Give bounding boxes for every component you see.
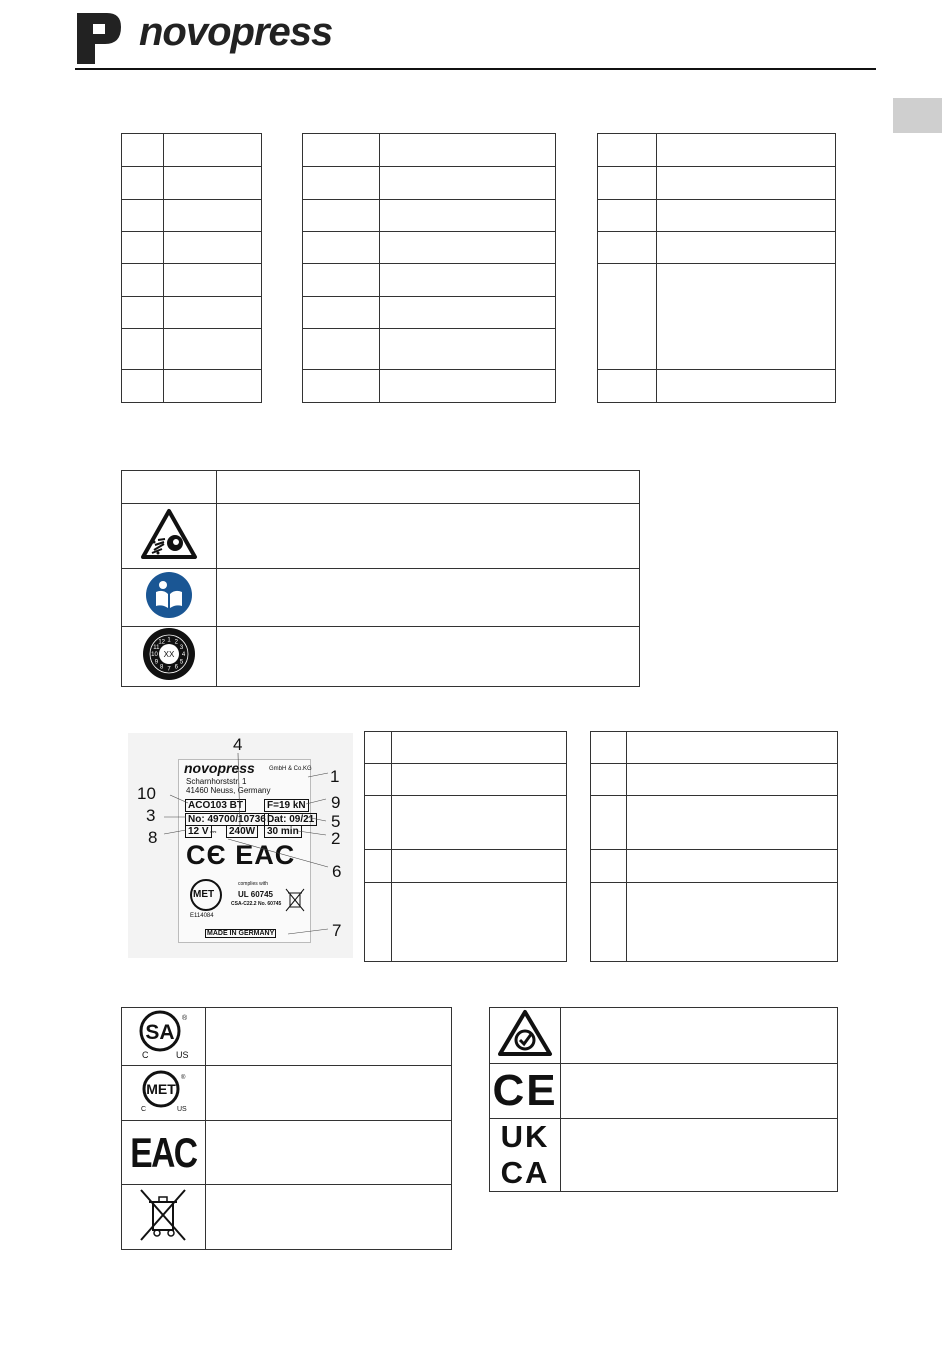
table-cell: [164, 297, 262, 329]
met-mark-icon: [135, 1067, 191, 1115]
callout-1: 1: [330, 767, 340, 786]
table-cell: [164, 134, 262, 167]
parts-table-2: [302, 133, 556, 403]
plate-met-file: E114084: [190, 913, 214, 919]
badge-month-label: 11: [153, 644, 160, 651]
callout-9: 9: [331, 793, 341, 812]
table-cell: [205, 1185, 451, 1250]
table-cell: [303, 232, 380, 264]
table-cell: [122, 329, 164, 370]
plate-model: ACO103 BT: [185, 799, 246, 812]
table-cell: [392, 883, 567, 962]
table-cell: [122, 627, 217, 687]
csa-letters: SA: [145, 1021, 175, 1044]
table-cell: [122, 569, 217, 627]
eac-mark-icon: EAC: [130, 1128, 197, 1176]
plate-origin: MADE IN GERMANY: [207, 930, 275, 937]
table-cell: [657, 264, 836, 370]
cert-table-left: [121, 1007, 452, 1250]
table-cell: [561, 1064, 838, 1119]
callout-2: 2: [331, 829, 341, 848]
table-cell: [122, 1121, 206, 1185]
table-cell: [591, 732, 627, 764]
plate-manufacturer: novopress: [184, 760, 255, 776]
table-cell: [365, 796, 392, 850]
table-cell: [365, 850, 392, 883]
table-cell: [122, 167, 164, 200]
table-cell: [627, 732, 838, 764]
table-cell: [303, 134, 380, 167]
table-cell: [392, 764, 567, 796]
callout-leader-lines: [128, 733, 353, 958]
table-cell: [303, 200, 380, 232]
table-cell: [164, 370, 262, 403]
table-cell: [122, 200, 164, 232]
table-cell: [122, 134, 164, 167]
table-cell: [303, 167, 380, 200]
table-cell: [392, 850, 567, 883]
plate-serial: No: 49700/10736: [185, 813, 269, 826]
table-cell: [657, 167, 836, 200]
table-cell: [392, 796, 567, 850]
table-cell: [627, 883, 838, 962]
badge-month-label: 7: [167, 666, 171, 673]
badge-month-label: 4: [181, 652, 186, 658]
table-cell: [205, 1008, 451, 1066]
table-cell: [205, 1121, 451, 1185]
table-cell: [122, 232, 164, 264]
plate-standard-ul: UL 60745: [238, 890, 273, 899]
parts-table-3: [597, 133, 836, 403]
ce-mark-icon: CE: [492, 1066, 558, 1115]
table-cell: [627, 796, 838, 850]
table-cell: [598, 370, 657, 403]
plate-standard-csa: CSA-C22.2 No. 60745: [231, 901, 282, 907]
met-c: C: [141, 1105, 147, 1113]
table-cell: [164, 200, 262, 232]
callout-7: 7: [332, 921, 342, 940]
badge-month-label: 2: [174, 639, 178, 646]
badge-month-label: 10: [151, 652, 158, 658]
table-cell: [164, 232, 262, 264]
table-cell: [657, 200, 836, 232]
table-cell: [591, 850, 627, 883]
plate-power: 240W: [226, 825, 258, 838]
callout-3: 3: [146, 806, 156, 825]
table-cell: [365, 732, 392, 764]
table-cell: [380, 232, 556, 264]
table-cell: [205, 1066, 451, 1121]
brand-name: novopress: [139, 10, 333, 54]
csa-c: C: [142, 1050, 149, 1060]
ukca-top: UK: [500, 1119, 550, 1154]
table-cell: [627, 850, 838, 883]
table-cell: [164, 167, 262, 200]
plate-runtime: 30 min: [264, 825, 302, 838]
table-cell: [365, 764, 392, 796]
table-cell: [122, 297, 164, 329]
callout-8: 8: [148, 828, 158, 847]
table-cell: [164, 329, 262, 370]
table-cell: [598, 134, 657, 167]
cert-table-right: [489, 1007, 838, 1192]
header-rule: [75, 68, 876, 70]
table-cell: [365, 883, 392, 962]
callout-6: 6: [332, 862, 342, 881]
csa-us: US: [176, 1050, 189, 1060]
met-letters: MET: [146, 1080, 177, 1097]
table-cell: [380, 134, 556, 167]
table-cell: [122, 264, 164, 297]
plate-company-suffix: GmbH & Co.KG: [269, 766, 312, 772]
symbols-table: [121, 470, 640, 687]
table-cell: [591, 796, 627, 850]
table-cell: [122, 1008, 206, 1066]
table-cell: [303, 297, 380, 329]
table-cell: [122, 370, 164, 403]
table-cell: [657, 370, 836, 403]
read-manual-icon: [144, 570, 194, 620]
table-cell: [380, 200, 556, 232]
table-cell: [217, 569, 640, 627]
badge-month-label: 3: [179, 644, 184, 651]
table-cell: [217, 504, 640, 569]
badge-month-label: 12: [158, 639, 166, 646]
rating-plate-figure: [128, 733, 353, 958]
badge-month-label: 1: [167, 637, 171, 644]
table-cell: [380, 329, 556, 370]
language-tab[interactable]: [893, 98, 942, 133]
table-cell: [217, 627, 640, 687]
table-cell: [303, 329, 380, 370]
rcm-mark-icon: [496, 1008, 554, 1058]
table-cell: [303, 370, 380, 403]
csa-mark-icon: [132, 1008, 194, 1060]
table-cell: [591, 883, 627, 962]
table-cell: [490, 1008, 561, 1064]
table-cell: [380, 167, 556, 200]
table-cell: [657, 134, 836, 167]
novopress-logo: [75, 10, 385, 73]
csa-reg: ®: [182, 1015, 188, 1022]
plate-conformity-marks: CЄ EAC: [186, 840, 296, 870]
table-cell: [598, 200, 657, 232]
table-cell: [490, 1119, 561, 1192]
table-cell: [122, 504, 217, 569]
table-cell: [380, 264, 556, 297]
plate-date: Dat: 09/21: [264, 813, 317, 826]
table-cell: [122, 471, 217, 504]
table-cell: [217, 471, 640, 504]
table-cell: [627, 764, 838, 796]
plate-table-2: [590, 731, 838, 962]
table-cell: [164, 264, 262, 297]
table-cell: [303, 264, 380, 297]
table-cell: [598, 264, 657, 370]
dc-symbol-icon: ⎓: [210, 827, 217, 836]
flying-debris-warning-icon: [140, 508, 198, 560]
table-cell: [561, 1119, 838, 1192]
table-cell: [657, 232, 836, 264]
table-cell: [598, 232, 657, 264]
plate-force: F=19 kN: [264, 799, 309, 812]
plate-street: Scharnhorststr. 1: [186, 777, 247, 786]
met-reg: ®: [181, 1074, 186, 1081]
met-us: US: [177, 1105, 188, 1113]
table-cell: [598, 167, 657, 200]
badge-center-text: XX: [163, 650, 175, 659]
plate-met-text: MET: [193, 889, 215, 900]
plate-city: 41460 Neuss, Germany: [186, 786, 271, 795]
table-cell: [490, 1064, 561, 1119]
table-cell: [122, 1185, 206, 1250]
callout-5: 5: [331, 812, 341, 831]
table-cell: [591, 764, 627, 796]
badge-month-label: 6: [174, 664, 178, 671]
badge-month-label: 5: [179, 659, 184, 666]
table-cell: [392, 732, 567, 764]
callout-4: 4: [233, 735, 243, 754]
plate-complies-with: complies with: [238, 881, 269, 887]
inspection-badge-icon: [142, 627, 196, 681]
table-cell: [561, 1008, 838, 1064]
plate-table-1: [364, 731, 567, 962]
table-cell: [122, 1066, 206, 1121]
badge-month-label: 9: [154, 659, 159, 666]
plate-voltage: 12 V: [185, 825, 212, 838]
ukca-bottom: CA: [500, 1155, 550, 1190]
table-cell: [380, 370, 556, 403]
badge-month-label: 8: [160, 664, 164, 671]
callout-10: 10: [137, 784, 156, 803]
parts-table-1: [121, 133, 262, 403]
table-cell: [380, 297, 556, 329]
weee-bin-icon: [137, 1186, 189, 1244]
